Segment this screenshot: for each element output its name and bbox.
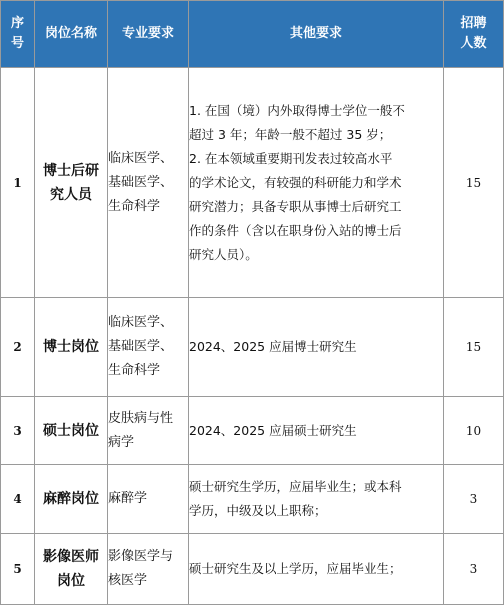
seq-cell: 5 xyxy=(1,534,35,605)
position-cell xyxy=(35,298,108,397)
table-row xyxy=(1,298,504,397)
major-cell xyxy=(108,68,189,298)
table-row xyxy=(1,465,504,534)
major-cell xyxy=(108,534,189,605)
other-line: 超过 3 年；年龄一般不超过 35 岁； xyxy=(189,126,392,142)
other-cell xyxy=(189,534,444,605)
header-major: 专业要求 xyxy=(108,1,189,68)
other-line: 的学术论文，有较强的科研能力和学术 xyxy=(189,174,402,190)
seq-cell: 2 xyxy=(1,298,35,397)
header-position: 岗位名称 xyxy=(35,1,108,68)
major-line: 麻醉学 xyxy=(108,491,148,506)
seq-cell: 1 xyxy=(1,68,35,298)
header-count-line: 人数 xyxy=(460,36,487,51)
major-line: 生命科学 xyxy=(108,198,161,214)
count-cell: 15 xyxy=(444,298,504,397)
major-line: 核医学 xyxy=(108,573,148,588)
other-line: 学历，中级及以上职称； xyxy=(189,503,327,518)
other-cell xyxy=(189,397,444,465)
position-line: 麻醉岗位 xyxy=(43,491,99,507)
count-cell: 3 xyxy=(444,465,504,534)
other-line: 2024、2025 应届博士研究生 xyxy=(189,339,357,354)
major-line: 生命科学 xyxy=(108,363,161,378)
count-cell: 15 xyxy=(444,68,504,298)
other-cell xyxy=(189,68,444,298)
major-line: 基础医学、 xyxy=(108,339,174,354)
major-line: 基础医学、 xyxy=(108,174,174,190)
other-line: 研究人员）。 xyxy=(189,246,258,262)
position-line: 岗位 xyxy=(57,573,85,589)
other-line: 硕士研究生及以上学历，应届毕业生； xyxy=(189,561,402,576)
header-row xyxy=(1,1,504,68)
seq-cell: 4 xyxy=(1,465,35,534)
major-line: 临床医学、 xyxy=(108,315,174,330)
other-line: 作的条件（含以在职身份入站的博士后 xyxy=(189,222,402,238)
major-cell xyxy=(108,465,189,534)
table-header xyxy=(1,1,504,68)
major-cell xyxy=(108,298,189,397)
header-other: 其他要求 xyxy=(189,1,444,68)
major-cell xyxy=(108,397,189,465)
other-line: 2. 在本领域重要期刊发表过较高水平 xyxy=(189,150,393,166)
major-line: 皮肤病与性 xyxy=(108,410,174,426)
position-cell xyxy=(35,68,108,298)
header-seq-line: 号 xyxy=(10,36,24,51)
other-cell xyxy=(189,298,444,397)
header-count-line: 招聘 xyxy=(460,16,487,31)
major-line: 临床医学、 xyxy=(108,150,174,166)
table-row xyxy=(1,397,504,465)
major-line: 病学 xyxy=(108,434,135,450)
table-row xyxy=(1,534,504,605)
position-line: 博士岗位 xyxy=(43,339,99,355)
position-line: 硕士岗位 xyxy=(43,422,99,439)
other-line: 2024、2025 应届硕士研究生 xyxy=(189,422,357,438)
position-line: 究人员 xyxy=(50,186,92,203)
count-cell: 3 xyxy=(444,534,504,605)
table-row xyxy=(1,68,504,298)
other-line: 研究潜力；具备专职从事博士后研究工 xyxy=(189,198,402,214)
table-body xyxy=(1,68,504,605)
other-line: 1. 在国（境）内外取得博士学位一般不 xyxy=(189,102,405,118)
other-line: 硕士研究生学历，应届毕业生；或本科 xyxy=(189,479,402,494)
count-cell: 10 xyxy=(444,397,504,465)
header-seq xyxy=(1,1,35,68)
major-line: 影像医学与 xyxy=(108,549,174,564)
position-line: 影像医师 xyxy=(43,549,99,565)
position-line: 博士后研 xyxy=(43,162,99,179)
header-seq-line: 序 xyxy=(10,16,24,31)
position-cell xyxy=(35,465,108,534)
position-cell xyxy=(35,534,108,605)
other-cell xyxy=(189,465,444,534)
header-count xyxy=(444,1,504,68)
position-cell xyxy=(35,397,108,465)
seq-cell: 3 xyxy=(1,397,35,465)
